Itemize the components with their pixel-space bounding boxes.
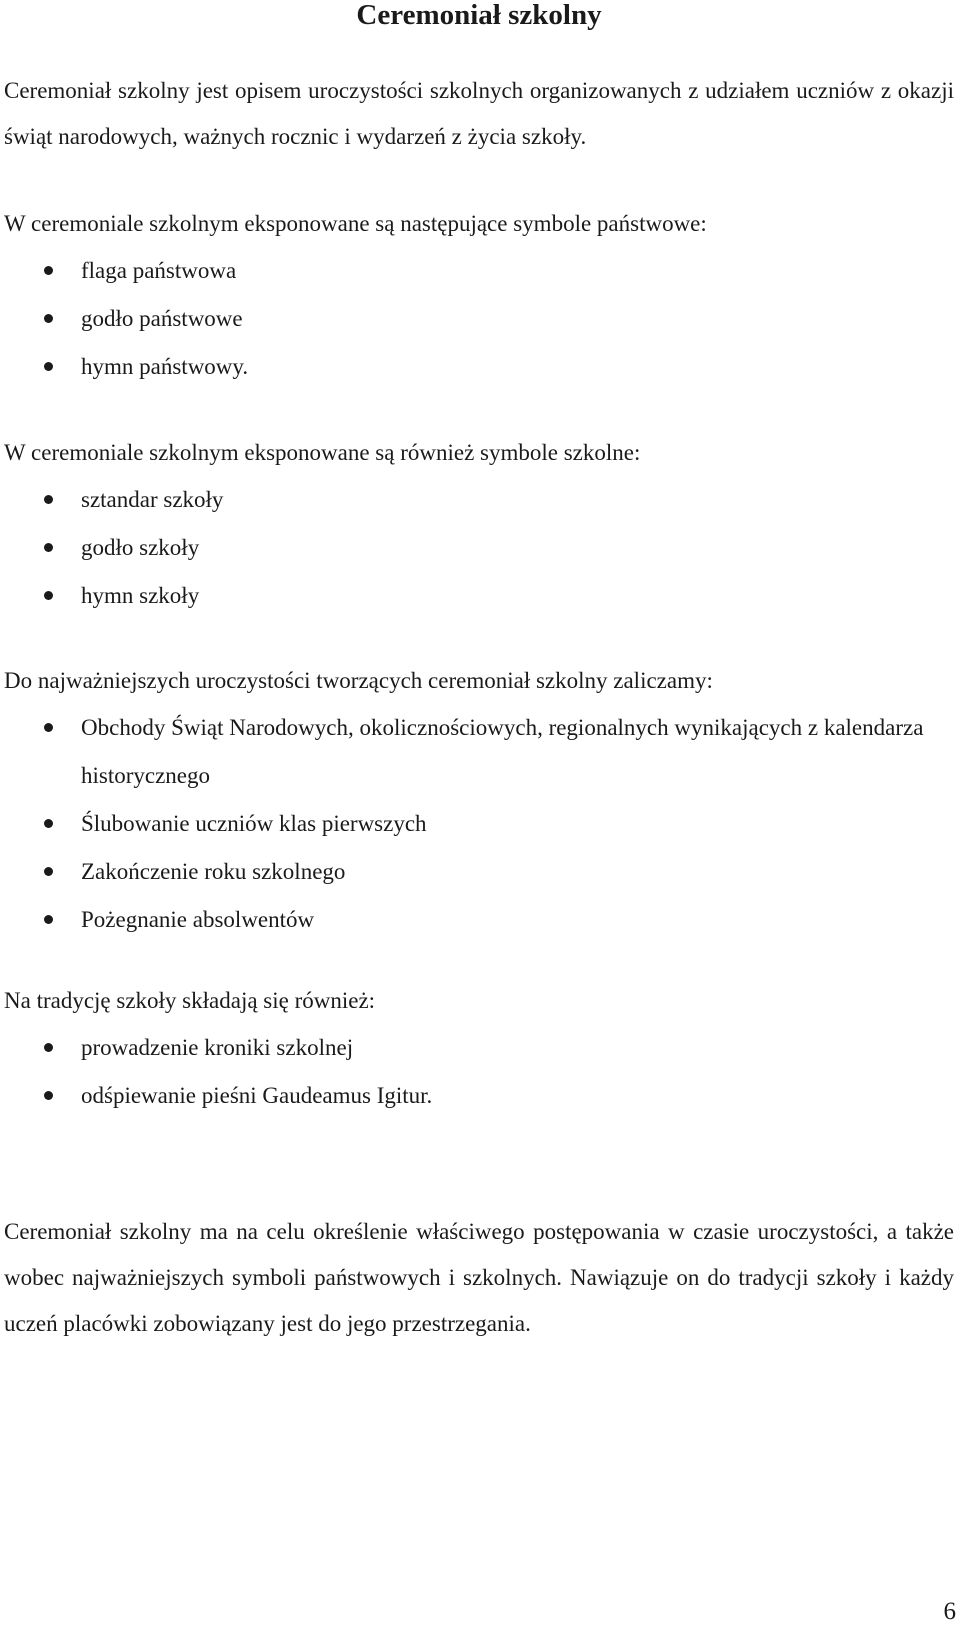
- intro-paragraph: Ceremoniał szkolny jest opisem uroczystości szkolnych organizowanych z udziałem uczniów z okazji świąt narodowych, ważnych rocznic i wydarzeń z życia szkoły.: [4, 78, 954, 149]
- list-item: Obchody Świąt Narodowych, okolicznościowych, regionalnych wynikających z kalendarza historycznego: [4, 704, 954, 800]
- page-number: 6: [943, 1598, 956, 1625]
- list-item: hymn szkoły: [4, 572, 954, 620]
- list-item: odśpiewanie pieśni Gaudeamus Igitur.: [4, 1072, 954, 1120]
- traditions-list: [4, 1024, 954, 1120]
- conclusion-paragraph: Ceremoniał szkolny ma na celu określenie właściwego postępowania w czasie uroczystości, a także wobec najważniejszych symboli państwowych i szkolnych. Nawiązuje on do tradycji szkoły i każdy uczeń placówki zobowiązany jest do jego przestrzegania.: [4, 1219, 954, 1336]
- page-title: Ceremoniał szkolny: [356, 0, 602, 31]
- bullet-icon: [44, 362, 53, 371]
- school-symbols-heading: W ceremoniale szkolnym eksponowane są również symbole szkolne:: [4, 440, 641, 465]
- bullet-icon: [44, 723, 53, 732]
- ceremonies-heading: Do najważniejszych uroczystości tworzących ceremoniał szkolny zaliczamy:: [4, 668, 713, 693]
- list-item: prowadzenie kroniki szkolnej: [4, 1024, 954, 1072]
- school-symbols-list: [4, 476, 954, 620]
- list-item: sztandar szkoły: [4, 476, 954, 524]
- bullet-icon: [44, 591, 53, 600]
- bullet-icon: [44, 1091, 53, 1100]
- bullet-icon: [44, 819, 53, 828]
- list-item: hymn państwowy.: [4, 343, 954, 391]
- list-item: Pożegnanie absolwentów: [4, 896, 954, 944]
- list-item: godło szkoły: [4, 524, 954, 572]
- traditions-heading: Na tradycję szkoły składają się również:: [4, 988, 376, 1013]
- bullet-icon: [44, 314, 53, 323]
- list-item: Ślubowanie uczniów klas pierwszych: [4, 800, 954, 848]
- bullet-icon: [44, 543, 53, 552]
- bullet-icon: [44, 915, 53, 924]
- bullet-icon: [44, 495, 53, 504]
- list-item: Zakończenie roku szkolnego: [4, 848, 954, 896]
- bullet-icon: [44, 867, 53, 876]
- ceremonies-list: [4, 704, 954, 944]
- bullet-icon: [44, 266, 53, 275]
- state-symbols-list: [4, 247, 954, 391]
- bullet-icon: [44, 1043, 53, 1052]
- list-item: godło państwowe: [4, 295, 954, 343]
- list-item: flaga państwowa: [4, 247, 954, 295]
- state-symbols-heading: W ceremoniale szkolnym eksponowane są następujące symbole państwowe:: [4, 211, 707, 236]
